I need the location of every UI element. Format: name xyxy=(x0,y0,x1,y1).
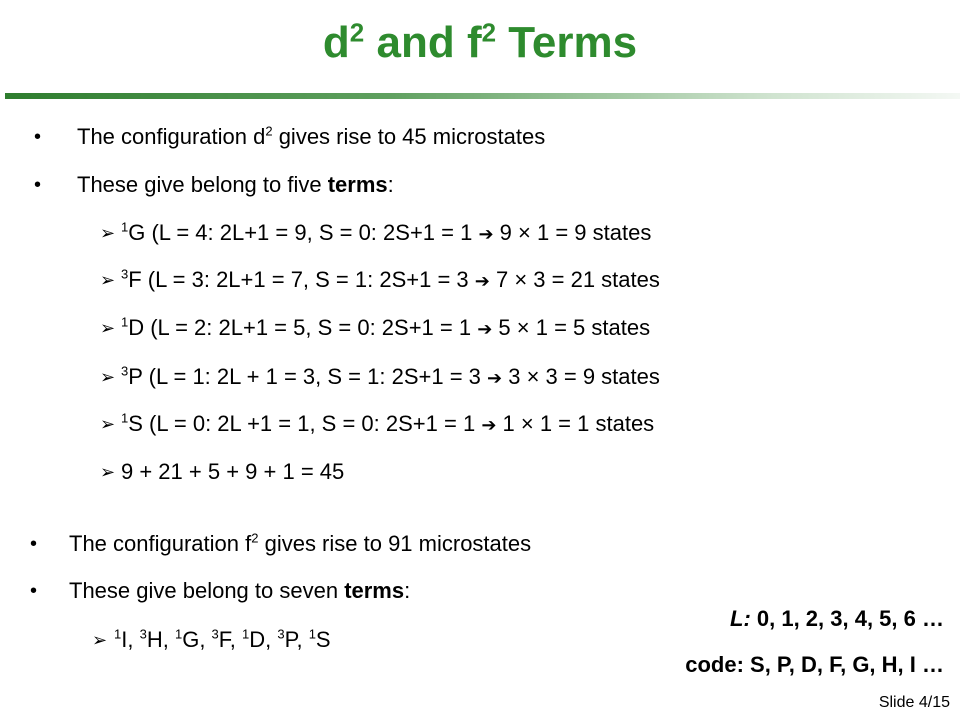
bullet: • xyxy=(30,580,38,602)
arrow-bullet-icon: ➢ xyxy=(100,318,116,338)
d2-term-item: $^3$F (L = 3: 2L+1 = 7, S = 1: 2S+1 = 3 ➔ 7 × 3 = 21 states xyxy=(121,266,660,292)
slide-number: Slide 4/15 xyxy=(878,694,950,711)
arrow-bullet-icon: ➢ xyxy=(100,367,116,387)
bullet: • xyxy=(34,174,42,196)
arrow-bullet-icon: ➢ xyxy=(100,223,116,243)
d2-microstates-line: The configuration $d^2$ gives rise to 45 microstates xyxy=(77,123,546,149)
right-arrow-icon: ➔ xyxy=(478,224,494,244)
d2-term-item: $^1$G (L = 4: 2L+1 = 9, S = 0: 2S+1 = 1 ➔ 9 × 1 = 9 states xyxy=(121,219,652,245)
l-values-row: L: 0, 1, 2, 3, 4, 5, 6 … xyxy=(730,606,944,631)
f2-term-list: $^1$I, $^3$H, $^1$G, $^3$F, $^1$D, $^3$P, $^1$S xyxy=(114,626,331,652)
arrow-bullet-icon: ➢ xyxy=(100,270,116,290)
slide-title: $d^2$ and $f^2$ Terms xyxy=(322,17,638,67)
right-arrow-icon: ➔ xyxy=(474,271,490,291)
d2-term-item: $^1$D (L = 2: 2L+1 = 5, S = 0: 2S+1 = 1 ➔ 5 × 1 = 5 states xyxy=(121,314,651,340)
f2-microstates-line: The configuration $f^2$ gives rise to 91 microstates xyxy=(69,530,532,556)
right-arrow-icon: ➔ xyxy=(487,368,503,388)
f2-terms-line: These give belong to seven terms: xyxy=(69,578,411,603)
bullet: • xyxy=(34,126,42,148)
arrow-bullet-icon: ➢ xyxy=(92,630,108,650)
d2-terms-line: These give belong to five terms: xyxy=(77,172,394,197)
code-letters-row: code: S, P, D, F, G, H, I … xyxy=(685,652,944,677)
bullet: • xyxy=(30,533,38,555)
right-arrow-icon: ➔ xyxy=(481,415,497,435)
arrow-bullet-icon: ➢ xyxy=(100,414,116,434)
title-underline xyxy=(5,93,960,99)
d2-term-item: $^3$P (L = 1: 2L + 1 = 3, S = 1: 2S+1 = 3 ➔ 3 × 3 = 9 states xyxy=(121,363,660,389)
d2-term-item: $^1$S (L = 0: 2L +1 = 1, S = 0: 2S+1 = 1 ➔ 1 × 1 = 1 states xyxy=(121,410,655,436)
arrow-bullet-icon: ➢ xyxy=(100,462,116,482)
d2-sum-line: 9 + 21 + 5 + 9 + 1 = 45 xyxy=(121,459,345,484)
right-arrow-icon: ➔ xyxy=(477,319,493,339)
